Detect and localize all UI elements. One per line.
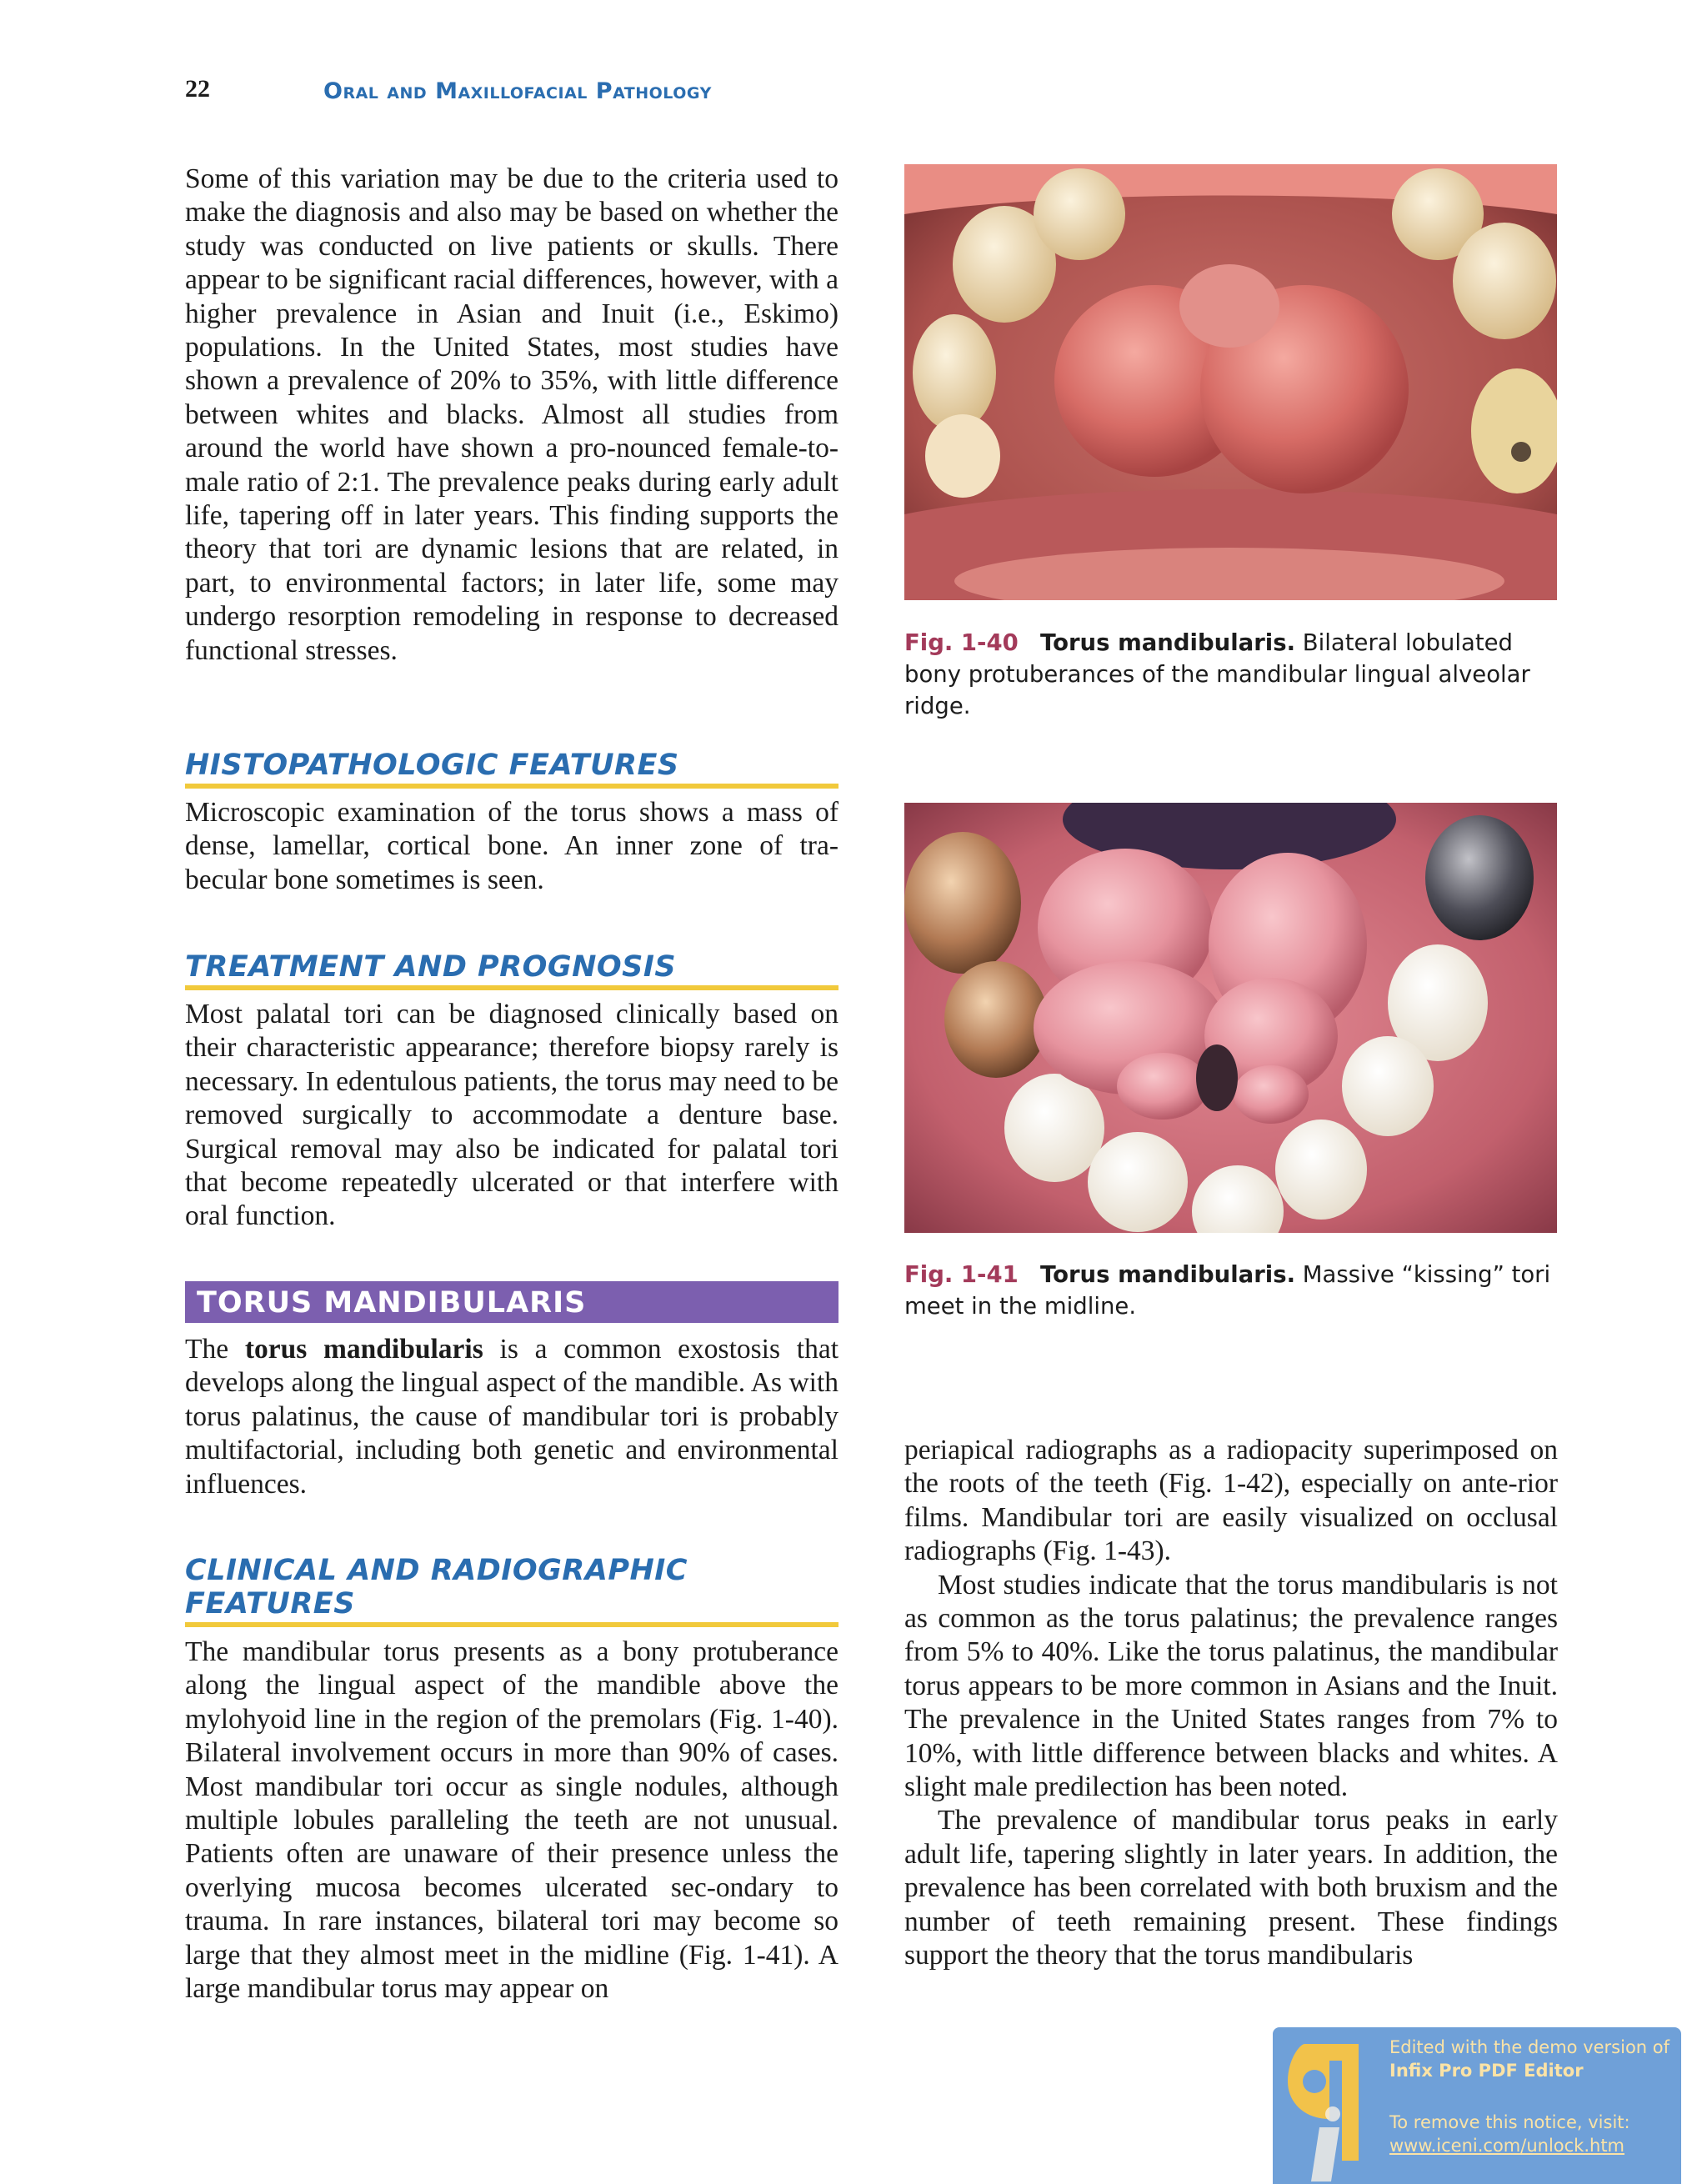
torus-term: torus mandibularis bbox=[244, 1334, 483, 1365]
infix-logo-icon bbox=[1279, 2027, 1379, 2184]
clinical-heading bbox=[185, 1554, 838, 1627]
treatment-paragraph bbox=[185, 998, 838, 1234]
fig-1-40-text: Bilateral lobulated bony protuberances of the mandibular lingual alveolar ridge. bbox=[904, 629, 1530, 719]
running-title: Oral and Maxillofacial Pathology bbox=[323, 78, 712, 104]
fig-1-40-title: Torus mandibularis. bbox=[1039, 629, 1296, 656]
histopathologic-heading: HISTOPATHOLOGIC FEATURES bbox=[185, 749, 838, 789]
watermark-link[interactable]: www.iceni.com/unlock.htm bbox=[1389, 2136, 1625, 2156]
clinical-heading-line2: FEATURES bbox=[185, 1587, 355, 1620]
demo-watermark bbox=[1273, 2027, 1681, 2184]
torus-mandibularis-paragraph bbox=[185, 1333, 838, 1501]
watermark-line-1: Edited with the demo version of bbox=[1389, 2037, 1670, 2057]
torus-text-pre: The bbox=[185, 1334, 245, 1365]
page-number: 22 bbox=[185, 75, 210, 103]
treatment-heading: TREATMENT AND PROGNOSIS bbox=[185, 950, 838, 990]
right-para-1: periapical radiographs as a radiopacity superimposed on the roots of the teeth (Fig. 1-42), especially on ante-rior films. Mandibular tori are easily visualized on occlusal radiographs (Fig. 1-43). bbox=[904, 1435, 1558, 1567]
intro-text: Some of this variation may be due to the criteria used to make the diagnosis and also may be based on whether the study was conducted on live patients or skulls. There appear to be significant racial differences, however, with a higher prevalence in Asian and Inuit (i.e., Eskimo) populations. In the United States, most studies have shown a prevalence of 20% to 35%, with little difference between whites and blacks. Almost all studies from around the world have shown a pro-nounced female-to-male ratio of 2:1. The prevalence peaks during early adult life, tapering off in later years. This finding supports the theory that tori are dynamic lesions that are related, in part, to environmental factors; in later life, some may undergo resorption remodeling in response to decreased functional stresses. bbox=[185, 163, 838, 666]
right-column-text bbox=[904, 1434, 1558, 1973]
clinical-heading-line1: CLINICAL AND RADIOGRAPHIC bbox=[185, 1554, 688, 1587]
figure-1-40-caption bbox=[904, 627, 1571, 722]
figure-1-41-caption bbox=[904, 1259, 1571, 1322]
figure-1-41-photo bbox=[904, 803, 1557, 1233]
fig-1-41-label: Fig. 1-41 bbox=[904, 1261, 1019, 1288]
watermark-text-bottom bbox=[1389, 2111, 1689, 2157]
right-para-2: Most studies indicate that the torus mandibularis is not as common as the torus palatinus; the prevalence ranges from 5% to 40%. Like the torus palatinus, the mandibular torus appears to be more common in Asians and the Inuit. The prevalence in the United States ranges from 7% to 10%, with little difference between blacks and whites. A slight male predilection has been noted. bbox=[904, 1569, 1558, 1803]
watermark-text-top bbox=[1389, 2036, 1689, 2082]
torus-text bbox=[185, 1333, 838, 1501]
histo-text: Microscopic examination of the torus shows a mass of dense, lamellar, cortical bone. An inner zone of tra-becular bone sometimes is seen. bbox=[185, 797, 838, 895]
histopathologic-paragraph bbox=[185, 796, 838, 897]
torus-photo-1-illustration bbox=[904, 164, 1557, 600]
treatment-text: Most palatal tori can be diagnosed clinically based on their characteristic appearance; therefore biopsy rarely is necessary. In edentulous patients, the torus may need to be removed surgically to accommodate a denture base. Surgical removal may also be indicated for palatal tori that become repeatedly ulcerated or that interfere with oral function. bbox=[185, 999, 838, 1232]
figure-1-40-photo bbox=[904, 164, 1557, 600]
torus-photo-2-illustration bbox=[904, 803, 1557, 1233]
intro-paragraph bbox=[185, 163, 838, 668]
clinical-text: The mandibular torus presents as a bony protuberance along the lingual aspect of the mandible above the mylohyoid line in the region of the premolars (Fig. 1-40). Bilateral involvement occurs in more than 90% of cases. Most mandibular tori occur as single nodules, although multiple lobules paralleling the teeth are not unusual. Patients often are unaware of their presence unless the overlying mucosa becomes ulcerated sec-ondary to trauma. In rare instances, bilateral tori may become so large that they almost meet in the midline (Fig. 1-41). A large mandibular torus may appear on bbox=[185, 1636, 838, 2005]
fig-1-41-title: Torus mandibularis. bbox=[1039, 1261, 1296, 1288]
torus-mandibularis-heading: TORUS MANDIBULARIS bbox=[185, 1281, 838, 1323]
fig-1-41-text: Massive “kissing” tori meet in the midline. bbox=[904, 1261, 1551, 1320]
torus-text-post: is a common exostosis that develops along the lingual aspect of the mandible. As with torus palatinus, the cause of mandibular tori is probably multifactorial, including both genetic and environmental influences. bbox=[185, 1334, 839, 1500]
right-para-3: The prevalence of mandibular torus peaks in early adult life, tapering slightly in later years. In addition, the prevalence has been correlated with both bruxism and the number of teeth remaining present. These findings support the theory that the torus mandibularis bbox=[904, 1805, 1558, 1971]
fig-1-40-label: Fig. 1-40 bbox=[904, 629, 1019, 656]
watermark-line-2: Infix Pro PDF Editor bbox=[1389, 2061, 1584, 2081]
watermark-line-3: To remove this notice, visit: bbox=[1389, 2112, 1630, 2132]
clinical-paragraph bbox=[185, 1635, 838, 2006]
